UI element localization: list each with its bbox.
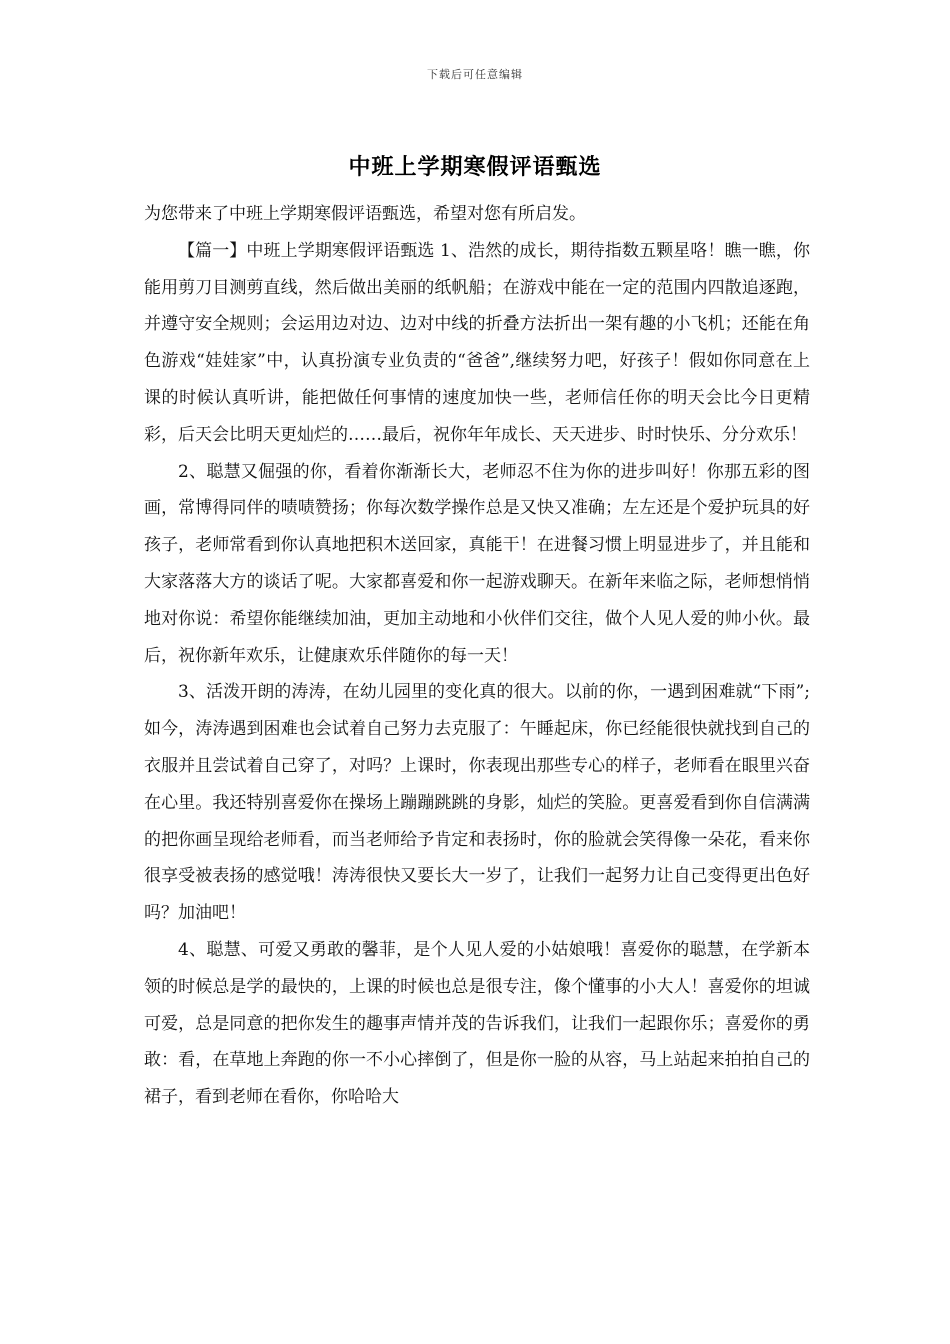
paragraph-3: 3、活泼开朗的涛涛，在幼儿园里的变化真的很大。以前的你，一遇到困难就“下雨”;如今，涛涛遇到困难也会试着自己努力去克服了：午睡起床，你已经能很快就找到自己的衣服并且尝试着自己穿了，对吗？上课时，你表现出那些专心的样子，老师看在眼里兴奋在心里。我还特别喜爱你在操场上蹦蹦跳跳的身影，灿烂的笑脸。更喜爱看到你自信满满的把你画呈现给老师看，而当老师给予肯定和表扬时，你的脸就会笑得像一朵花，看来你很享受被表扬的感觉哦！涛涛很快又要长大一岁了，让我们一起努力让自己变得更出色好吗？加油吧！ bbox=[144, 682, 810, 924]
intro-paragraph: 为您带来了中班上学期寒假评语甄选，希望对您有所启发。 bbox=[144, 204, 586, 224]
document-body bbox=[144, 196, 810, 1116]
page-header-note: 下载后可任意编辑 bbox=[427, 68, 523, 81]
paragraph-4: 4、聪慧、可爱又勇敢的馨菲，是个人见人爱的小姑娘哦！喜爱你的聪慧，在学新本领的时候总是学的最快的，上课的时候也总是很专注，像个懂事的小大人！喜爱你的坦诚可爱，总是同意的把你发生的趣事声情并茂的告诉我们，让我们一起跟你乐；喜爱你的勇敢：看，在草地上奔跑的你一不小心摔倒了，但是你一脸的从容，马上站起来拍拍自己的裙子，看到老师在看你，你哈哈大 bbox=[144, 939, 810, 1108]
paragraph-2: 2、聪慧又倔强的你，看着你渐渐长大，老师忍不住为你的进步叫好！你那五彩的图画，常博得同伴的啧啧赞扬；你每次数学操作总是又快又准确；左左还是个爱护玩具的好孩子，老师常看到你认真地把积木送回家，真能干！在进餐习惯上明显进步了，并且能和大家落落大方的谈话了呢。大家都喜爱和你一起游戏聊天。在新年来临之际，老师想悄悄地对你说：希望你能继续加油，更加主动地和小伙伴们交往，做个人见人爱的帅小伙。最后，祝你新年欢乐，让健康欢乐伴随你的每一天！ bbox=[144, 461, 810, 666]
document-title: 中班上学期寒假评语甄选 bbox=[348, 154, 602, 180]
paragraph-1: 【篇一】中班上学期寒假评语甄选 1、浩然的成长，期待指数五颗星咯！瞧一瞧，你能用剪刀目测剪直线，然后做出美丽的纸帆船；在游戏中能在一定的范围内四散追逐跑，并遵守安全规则；会运用边对边、边对中线的折叠方法折出一架有趣的小飞机；还能在角色游戏“娃娃家”中，认真扮演专业负责的“爸爸”,继续努力吧，好孩子！假如你同意在上课的时候认真听讲，能把做任何事情的速度加快一些，老师信任你的明天会比今日更精彩，后天会比明天更灿烂的……最后，祝你年年成长、天天进步、时时快乐、分分欢乐！ bbox=[144, 240, 810, 445]
